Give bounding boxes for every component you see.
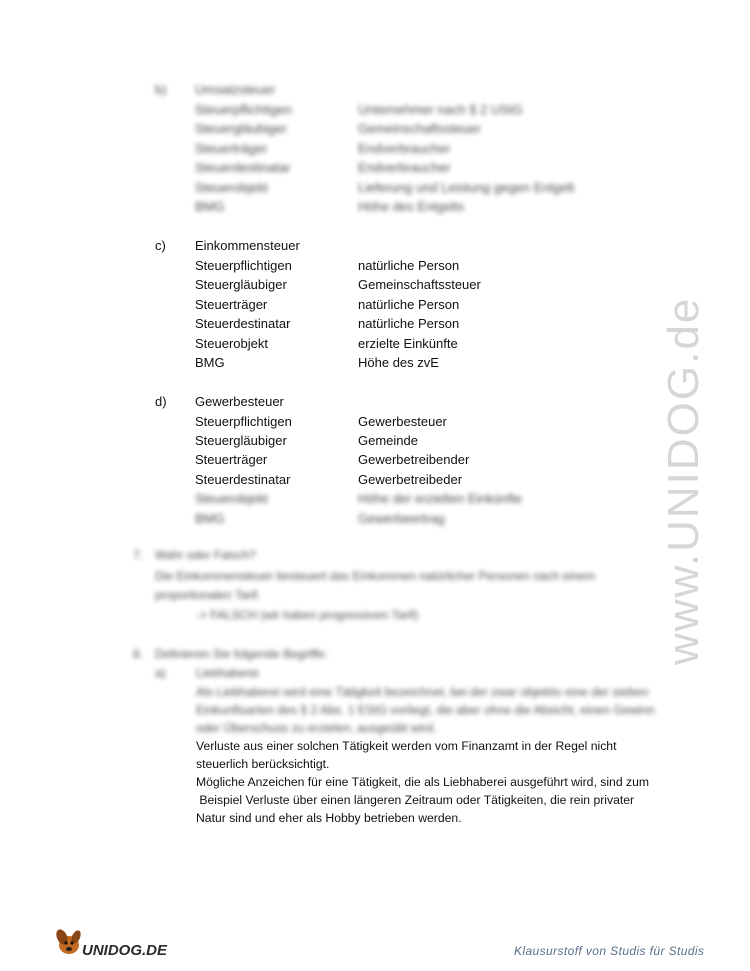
term-label: Steuerpflichtigen <box>195 102 292 117</box>
term-value: Höhe des zvE <box>358 355 439 370</box>
term-label: BMG <box>195 355 225 370</box>
term-value: Endverbraucher <box>358 141 451 156</box>
question-number: 7. <box>133 548 144 562</box>
term-value: erzielte Einkünfte <box>358 336 458 351</box>
term-value: Höhe der erzielten Einkünfte <box>358 491 523 506</box>
section-marker: c) <box>155 238 166 253</box>
term-label: BMG <box>195 199 225 214</box>
question-answer: -> FALSCH (wir haben progressiven Tarif) <box>196 608 419 622</box>
section-marker: d) <box>155 394 167 409</box>
watermark <box>640 150 720 670</box>
definition-line: Einkunftsarten des § 2 Abs. 1 EStG vorliegt, die aber ohne die Absicht, einen Gewinn <box>196 703 655 717</box>
term-value: Gemeinschaftssteuer <box>358 277 481 292</box>
term-label: Steuerdestinatar <box>195 472 291 487</box>
term-value: Gemeinschaftssteuer <box>358 121 481 136</box>
question-number: 8. <box>133 647 144 661</box>
term-value: Endverbraucher <box>358 160 451 175</box>
term-label: Steuergläubiger <box>195 121 287 136</box>
section-marker: b) <box>155 82 167 97</box>
unidog-logo <box>52 925 172 960</box>
term-label: Steuerpflichtigen <box>195 258 292 273</box>
term-label: Steuerdestinatar <box>195 316 291 331</box>
term-value: Gewerbesteuer <box>358 414 447 429</box>
term-value: natürliche Person <box>358 297 460 312</box>
section-title: Gewerbesteuer <box>195 394 284 409</box>
term-label: Steuerpflichtigen <box>195 414 292 429</box>
term-label: Steuerdestinatar <box>195 160 291 175</box>
sub-title: Liebhaberei <box>196 666 259 680</box>
term-value: Gewerbetreibeder <box>358 472 463 487</box>
footer-tagline: Klausurstoff von Studis für Studis <box>514 944 705 958</box>
definition-line: oder Überschuss zu erzielen, ausgeübt wird. <box>196 721 437 735</box>
term-label: Steuergläubiger <box>195 433 287 448</box>
watermark-text: www.UNIDOG.de <box>659 296 708 665</box>
term-value: Höhe des Entgelts <box>358 199 465 214</box>
definition-line: Verluste aus einer solchen Tätigkeit werden vom Finanzamt in der Regel nicht <box>196 739 617 753</box>
definition-line: Beispiel Verluste über einen längeren Zeitraum oder Tätigkeiten, die rein privater <box>196 793 635 807</box>
definition-line: steuerlich berücksichtigt. <box>196 757 330 771</box>
section-title: Einkommensteuer <box>195 238 300 253</box>
question-text: Die Einkommensteuer besteuert das Einkommen natürlicher Personen nach einem <box>155 569 596 583</box>
term-value: Gemeinde <box>358 433 418 448</box>
term-label: Steuerobjekt <box>195 491 268 506</box>
definition-line: Natur sind und eher als Hobby betrieben werden. <box>196 811 462 825</box>
question-heading: Definieren Sie folgende Begriffe: <box>155 647 328 661</box>
term-label: Steuergläubiger <box>195 277 287 292</box>
term-label: Steuerträger <box>195 452 268 467</box>
sub-marker: a) <box>155 666 166 680</box>
definition-line: Mögliche Anzeichen für eine Tätigkeit, die als Liebhaberei ausgeführt wird, sind zum <box>196 775 650 789</box>
term-value: natürliche Person <box>358 316 460 331</box>
question-text: proportionalen Tarif. <box>155 588 261 602</box>
definition-line: Als Liebhaberei wird eine Tätigkeit bezeichnet, bei der zwar objektiv eine der sieben <box>196 685 649 699</box>
term-label: Steuerobjekt <box>195 180 268 195</box>
term-label: BMG <box>195 511 225 526</box>
term-value: Unternehmer nach § 2 UStG <box>358 102 523 117</box>
term-label: Steuerträger <box>195 141 268 156</box>
term-value: Lieferung und Leistung gegen Entgelt <box>358 180 575 195</box>
term-label: Steuerträger <box>195 297 268 312</box>
term-value: natürliche Person <box>358 258 460 273</box>
question-heading: Wahr oder Falsch? <box>155 548 256 562</box>
dog-logo-icon <box>52 925 172 960</box>
term-label: Steuerobjekt <box>195 336 268 351</box>
watermark-graphic <box>640 150 720 670</box>
section-title: Umsatzsteuer <box>195 82 276 97</box>
term-value: Gewerbetreibender <box>358 452 470 467</box>
term-value: Gewerbeertrag <box>358 511 445 526</box>
logo-text: UNIDOG.DE <box>82 942 168 959</box>
